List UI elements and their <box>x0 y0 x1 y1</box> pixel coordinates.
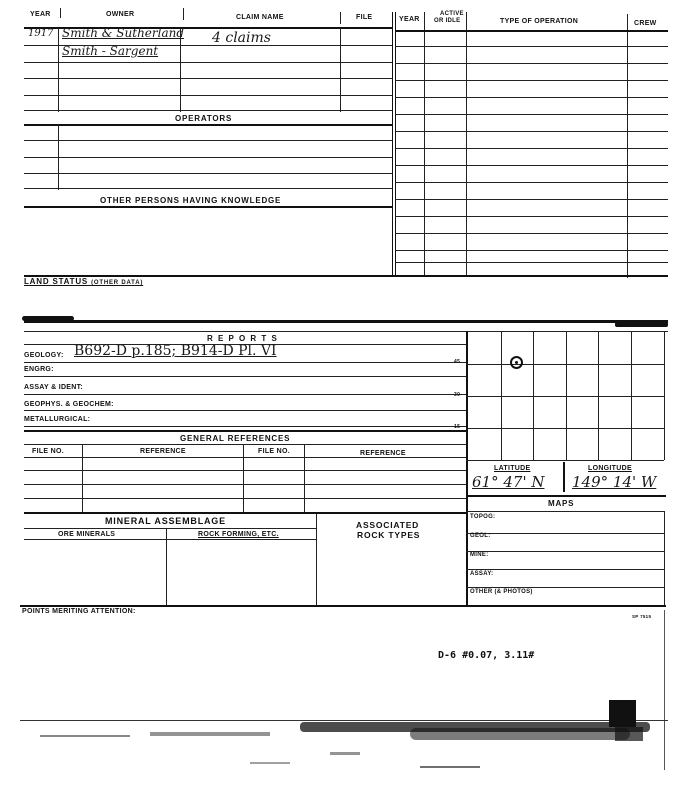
col-header-active: ACTIVE <box>440 11 464 17</box>
associated-rock-types-heading-2: ROCK TYPES <box>357 530 421 540</box>
points-meriting-attention-label: POINTS MERITING ATTENTION: <box>22 608 136 615</box>
entry-year-1: 1917 <box>28 28 54 39</box>
geophys-label: GEOPHYS. & GEOCHEM: <box>24 401 114 408</box>
reports-heading: R E P O R T S <box>207 334 279 343</box>
col-header-crew: CREW <box>634 20 657 27</box>
col-header-claim-name: CLAIM NAME <box>236 14 284 21</box>
entry-owner-2: Smith - Sargent <box>62 44 159 58</box>
latitude-value: 61° 47' N <box>472 473 545 491</box>
col-header-idle: OR IDLE <box>434 18 461 24</box>
typed-stamp: D-6 #0.07, 3.11# <box>438 650 535 661</box>
engrg-label: ENGRG: <box>24 366 54 373</box>
col-header-file-no: FILE NO. <box>258 448 290 455</box>
general-references-heading: GENERAL REFERENCES <box>180 434 291 443</box>
entry-claim-1: 4 claims <box>212 30 271 46</box>
col-header-type-of-operation: TYPE OF OPERATION <box>500 18 579 25</box>
maps-geol-label: GEOL: <box>470 533 491 539</box>
maps-heading: MAPS <box>548 499 575 508</box>
scan-smudge <box>615 322 668 327</box>
col-header-year2: YEAR <box>399 16 420 23</box>
longitude-value: 149° 14' W <box>572 473 657 491</box>
maps-other-label: OTHER (& PHOTOS) <box>470 589 533 595</box>
grid-minute-label: 45 <box>454 359 461 365</box>
maps-topog-label: TOPOG: <box>470 514 496 520</box>
land-status-label: LAND STATUS (OTHER DATA) <box>24 277 144 286</box>
rock-forming-heading: ROCK FORMING, ETC. <box>198 531 279 538</box>
col-header-file-no: FILE NO. <box>32 448 64 455</box>
maps-mine-label: MINE: <box>470 552 489 558</box>
grid-minute-label: 30 <box>454 392 461 398</box>
other-persons-heading: OTHER PERSONS HAVING KNOWLEDGE <box>100 196 282 205</box>
geology-label: GEOLOGY: <box>24 352 64 359</box>
registration-mark <box>609 700 636 727</box>
entry-owner-1: Smith & Sutherland <box>62 26 185 40</box>
col-header-reference: REFERENCE <box>140 448 186 455</box>
col-header-file: FILE <box>356 14 373 21</box>
latitude-label: LATITUDE <box>494 465 531 472</box>
grid-minute-label: 15 <box>454 424 461 430</box>
longitude-label: LONGITUDE <box>588 465 632 472</box>
ore-minerals-heading: ORE MINERALS <box>58 531 116 538</box>
geology-value: B692-D p.185; B914-D Pl. VI <box>74 343 277 359</box>
col-header-reference: REFERENCE <box>360 450 406 457</box>
mineral-assemblage-heading: MINERAL ASSEMBLAGE <box>105 516 226 526</box>
metallurgical-label: METALLURGICAL: <box>24 416 91 423</box>
col-header-owner: OWNER <box>106 11 135 18</box>
associated-rock-types-heading-1: ASSOCIATED <box>356 520 420 530</box>
col-header-year: YEAR <box>30 11 51 18</box>
location-marker-icon <box>510 356 523 369</box>
operators-heading: OPERATORS <box>175 114 233 123</box>
form-number: SP 7515 <box>632 614 652 619</box>
maps-assay-label: ASSAY: <box>470 571 494 577</box>
assay-ident-label: ASSAY & IDENT: <box>24 384 84 391</box>
